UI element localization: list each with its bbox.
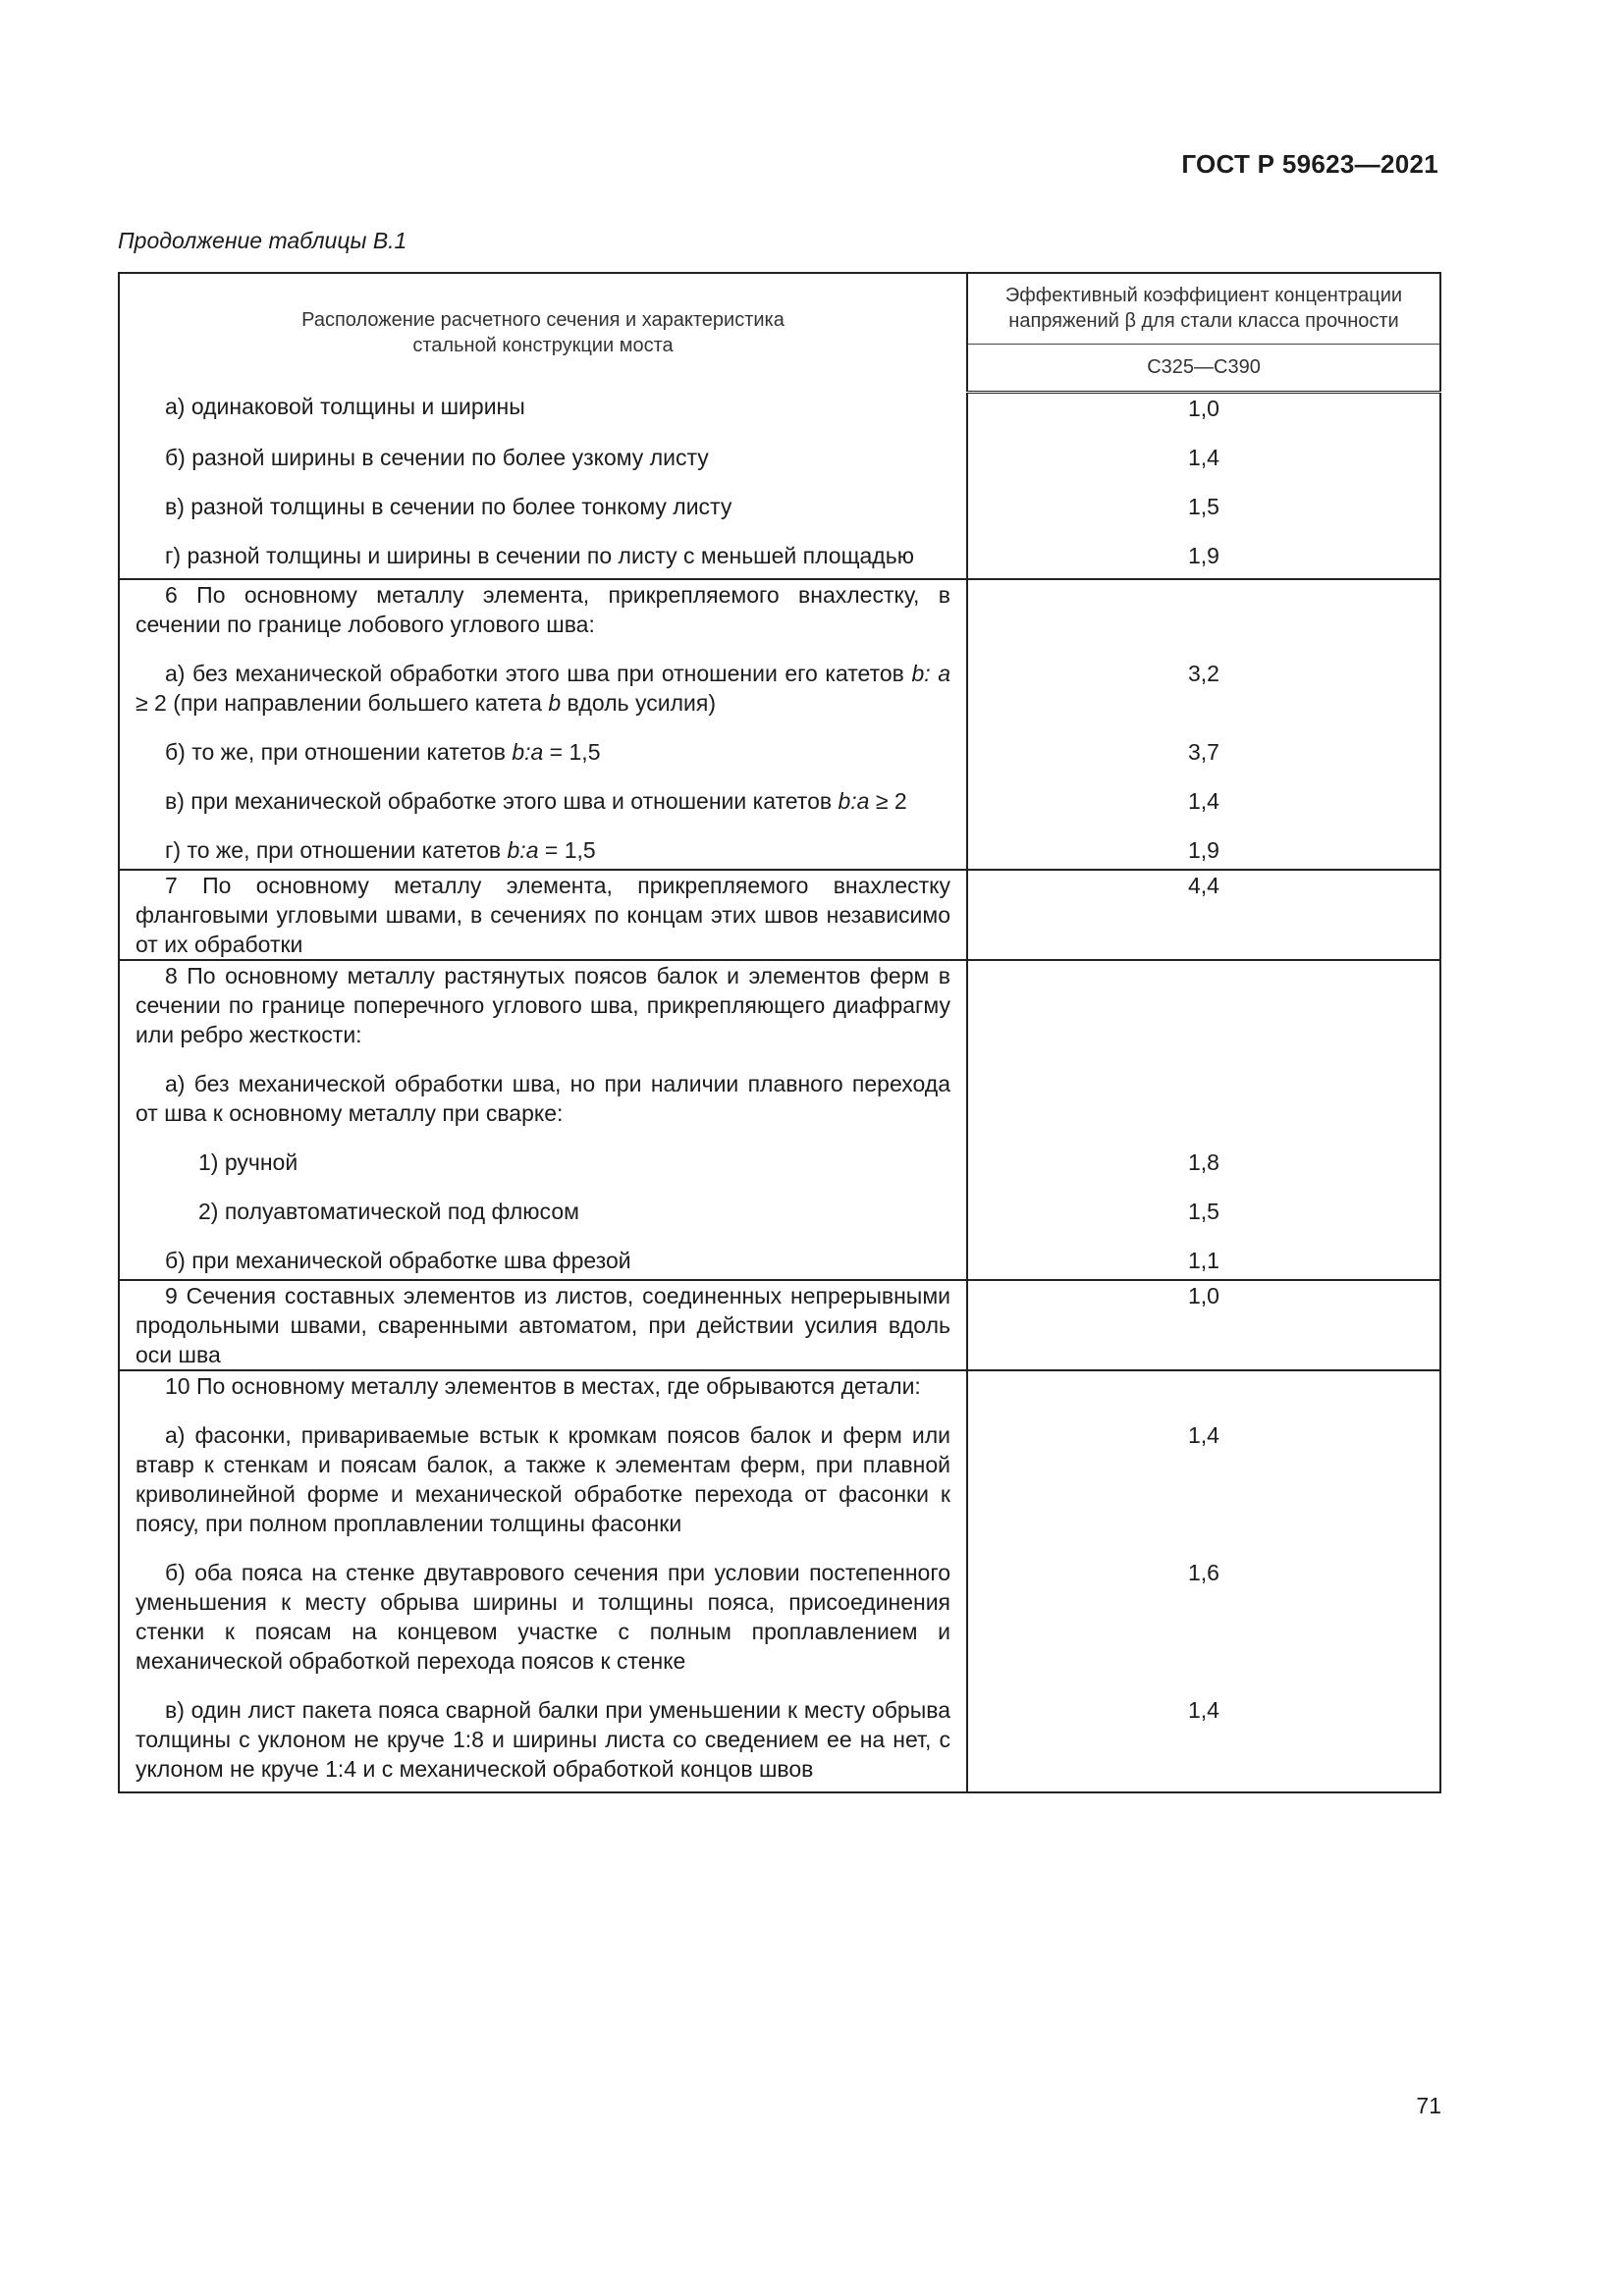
row-value: 1,0	[967, 392, 1440, 423]
row-value: 1,1	[967, 1226, 1440, 1280]
row-value: 3,7	[967, 718, 1440, 767]
row-value	[967, 1049, 1440, 1128]
table-row: 6 По основному металлу элемента, прикрепляемого внахлестку, в сечении по границе лобового углового шва:	[119, 579, 967, 639]
table-row: б) разной ширины в сечении по более узкому листу	[119, 423, 967, 472]
row-value	[967, 1370, 1440, 1401]
row-value: 1,5	[967, 1177, 1440, 1226]
table-row: в) разной толщины в сечении по более тонкому листу	[119, 472, 967, 521]
col2-header: Эффективный коэффициент концентрации напряжений β для стали класса прочности	[967, 273, 1440, 344]
table-row: а) одинаковой толщины и ширины	[119, 392, 967, 423]
row-value: 1,0	[967, 1280, 1440, 1370]
table-row: 2) полуавтоматической под флюсом	[119, 1177, 967, 1226]
row-value	[967, 960, 1440, 1049]
document-id: ГОСТ Р 59623—2021	[1181, 149, 1438, 179]
table-row: в) при механической обработке этого шва и отношении катетов b:a ≥ 2	[119, 767, 967, 816]
row-value: 1,8	[967, 1128, 1440, 1177]
row-value: 1,6	[967, 1538, 1440, 1676]
table-row: 8 По основному металлу растянутых поясов балок и элементов ферм в сечении по границе поперечного углового шва, прикрепляющего диафрагму или ребро жесткости:	[119, 960, 967, 1049]
row-value: 4,4	[967, 870, 1440, 960]
row-value: 1,4	[967, 423, 1440, 472]
table-row: в) один лист пакета пояса сварной балки при уменьшении к месту обрыва толщины с уклоном не круче 1:8 и ширины листа со сведением ее на нет, с уклоном не круче 1:4 и с механической обработкой концов швов	[119, 1676, 967, 1792]
table-row: б) оба пояса на стенке двутаврового сечения при условии постепенного уменьшения к месту обрыва ширины и толщины пояса, присоединения стенки к поясам на концевом участке с полным проплавлением и механической обработкой перехода поясов к стенке	[119, 1538, 967, 1676]
table-row: 9 Сечения составных элементов из листов, соединенных непрерывными продольными швами, сваренными автоматом, при действии усилия вдоль оси шва	[119, 1280, 967, 1370]
col2-subheader: С325—С390	[967, 344, 1440, 392]
row-value: 1,4	[967, 1401, 1440, 1538]
table-row: 1) ручной	[119, 1128, 967, 1177]
row-value: 3,2	[967, 639, 1440, 718]
row-value	[967, 579, 1440, 639]
table-row: а) без механической обработки шва, но при наличии плавного перехода от шва к основному металлу при сварке:	[119, 1049, 967, 1128]
coefficient-table	[118, 272, 1441, 1793]
table-row: г) то же, при отношении катетов b:a = 1,5	[119, 816, 967, 870]
table-row: б) при механической обработке шва фрезой	[119, 1226, 967, 1280]
row-value: 1,9	[967, 816, 1440, 870]
page-number: 71	[1416, 2093, 1441, 2118]
row-value: 1,4	[967, 767, 1440, 816]
row-value: 1,5	[967, 472, 1440, 521]
table-row: а) фасонки, привариваемые встык к кромкам поясов балок и ферм или втавр к стенкам и поясам балок, а также к элементам ферм, при плавной криволинейной форме и механической обработке перехода от фасонки к поясу, при полном проплавлении толщины фасонки	[119, 1401, 967, 1538]
table-caption: Продолжение таблицы В.1	[118, 228, 407, 253]
table-row: а) без механической обработки этого шва при отношении его катетов b: a ≥ 2 (при направлении большего катета b вдоль усилия)	[119, 639, 967, 718]
table-row: 7 По основному металлу элемента, прикрепляемого внахлестку фланговыми угловыми швами, в сечениях по концам этих швов независимо от их обработки	[119, 870, 967, 960]
table-row: 10 По основному металлу элементов в местах, где обрываются детали:	[119, 1370, 967, 1401]
table-row: б) то же, при отношении катетов b:a = 1,5	[119, 718, 967, 767]
row-value: 1,4	[967, 1676, 1440, 1792]
table-row: г) разной толщины и ширины в сечении по листу с меньшей площадью	[119, 521, 967, 579]
row-value: 1,9	[967, 521, 1440, 579]
col1-header: Расположение расчетного сечения и характеристика стальной конструкции моста	[119, 273, 967, 392]
